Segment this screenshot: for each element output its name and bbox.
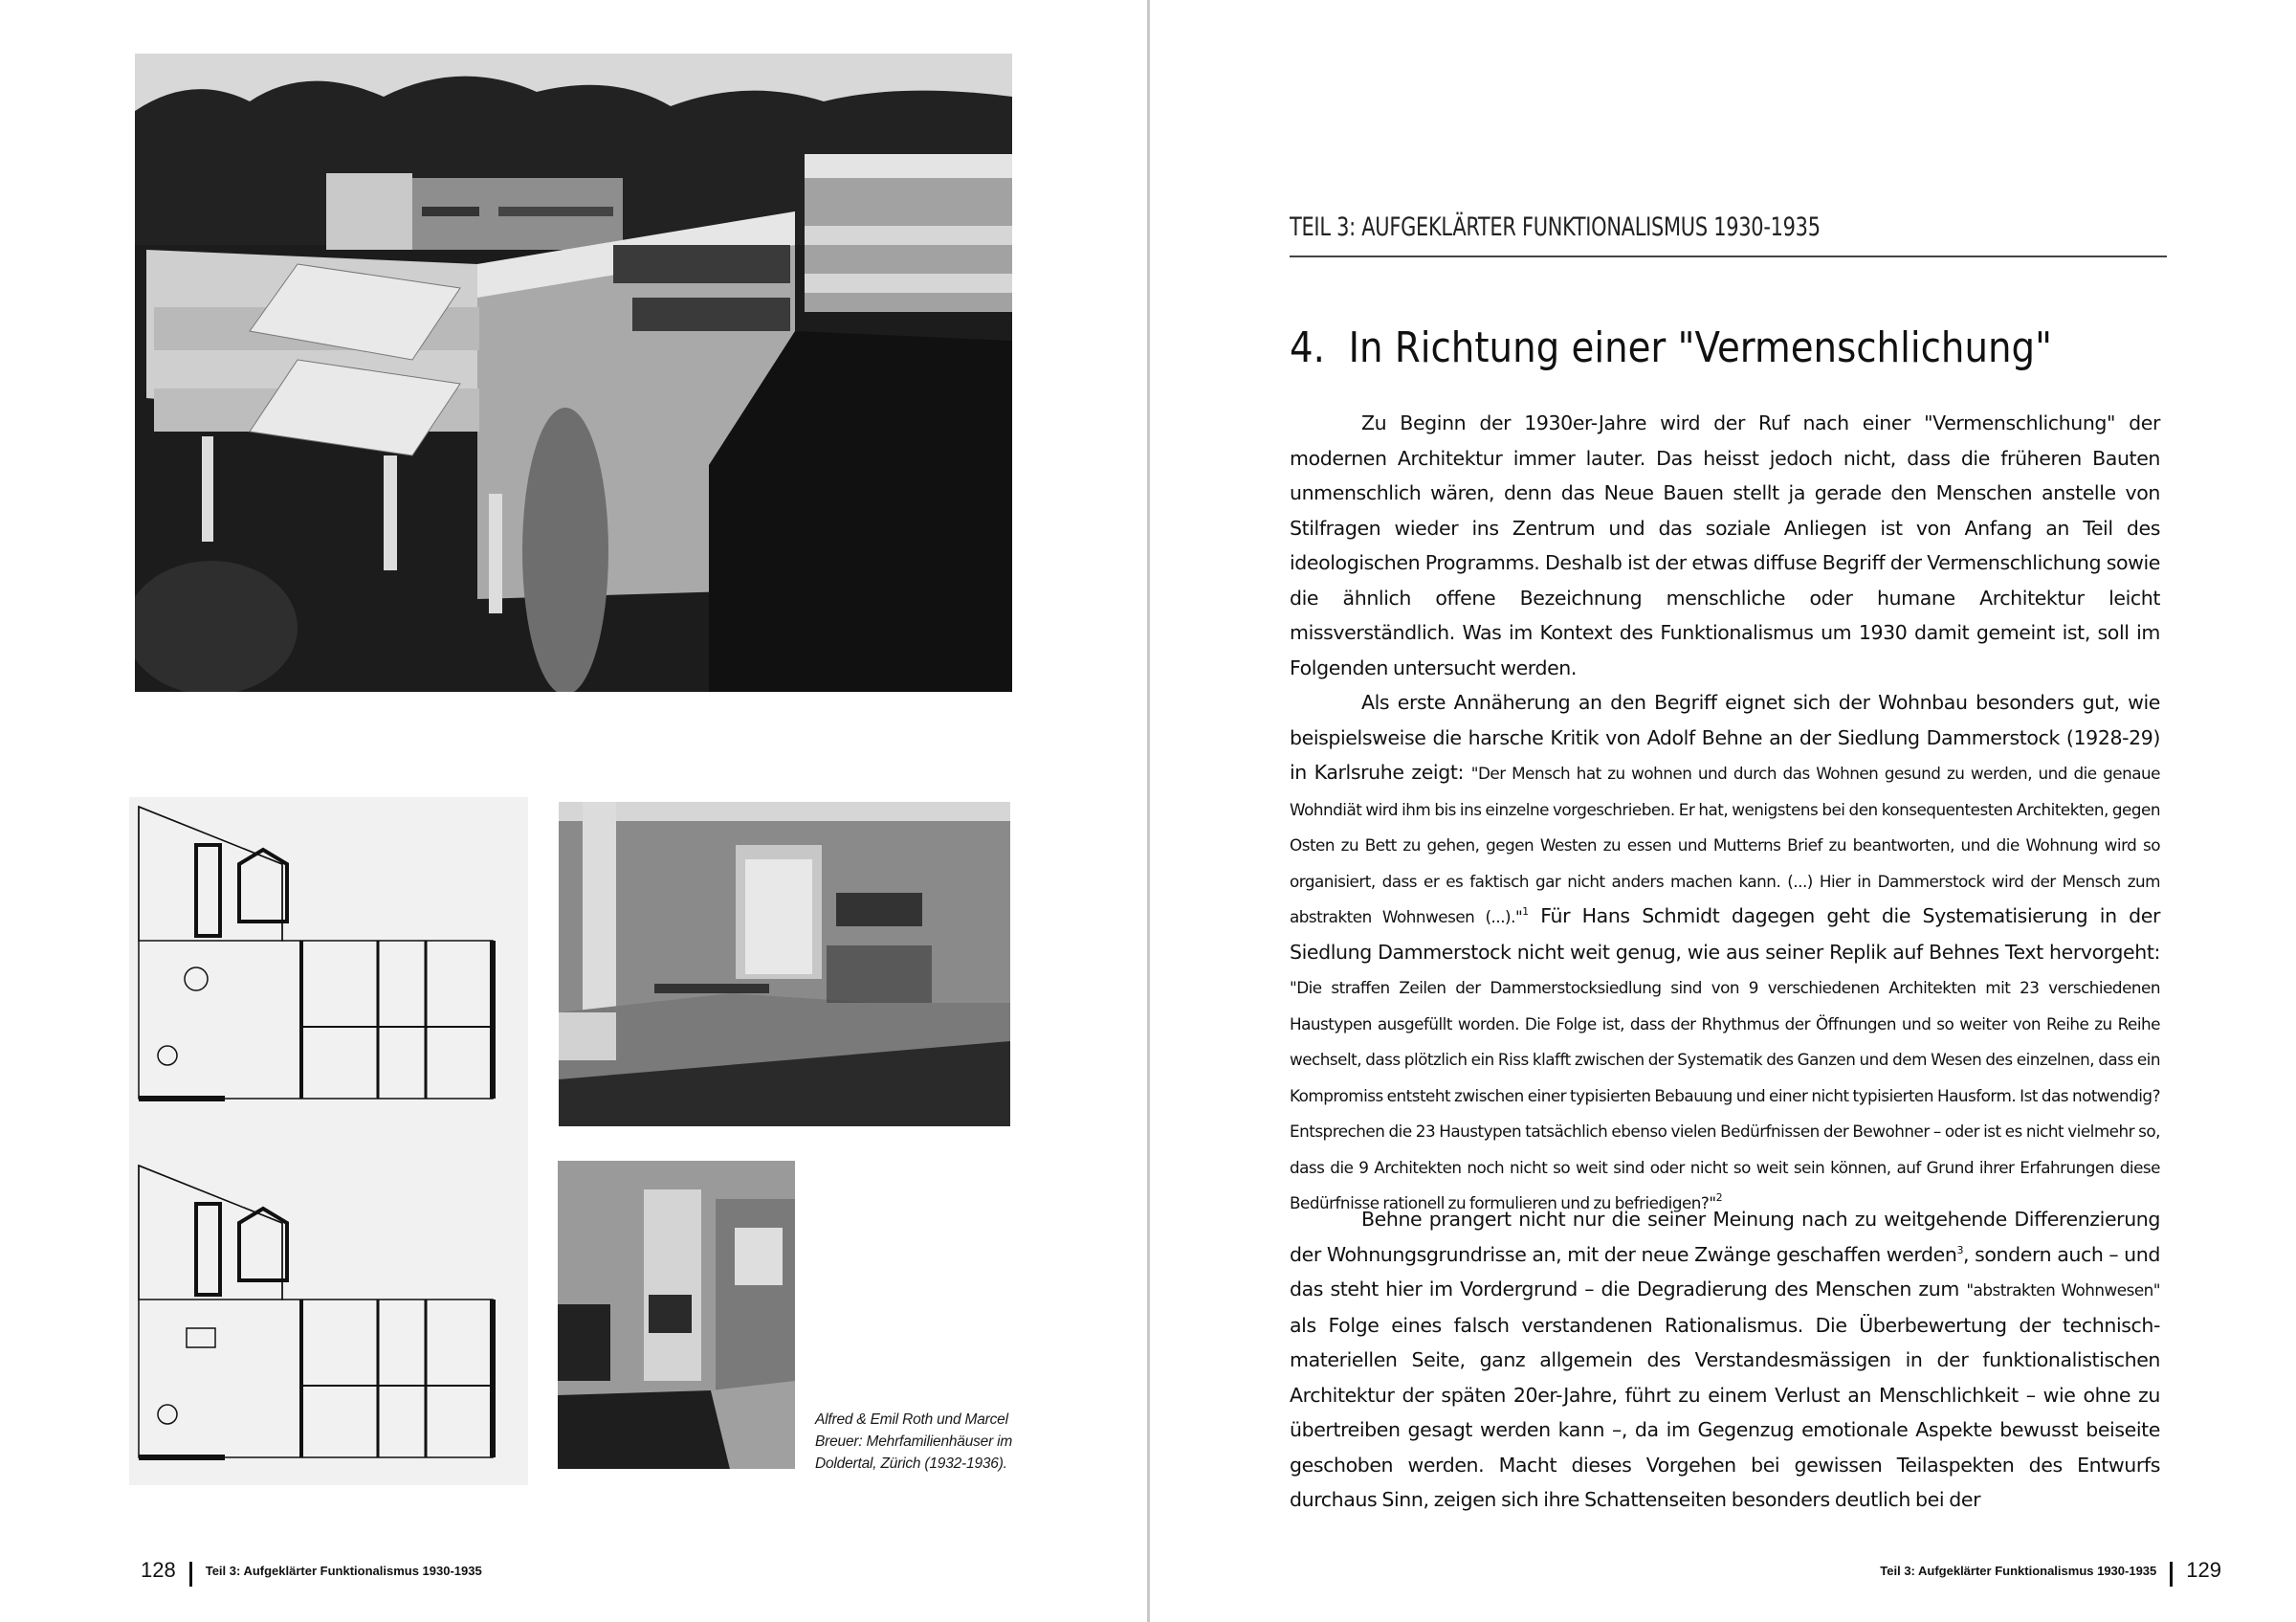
figure-caption xyxy=(815,1409,1026,1475)
paragraph-text: Zu Beginn der 1930er-Jahre wird der Ruf nach einer "Vermenschlichung" der modernen Architektur immer lauter. Das heisst jedoch nicht, dass die früheren Bauten unmenschlich wären, denn das Neue Bauen stellt ja gerade den Menschen anstelle von Stilfragen wieder ins Zentrum und das soziale Anliegen ist von Anfang an Teil des ideologischen Programms. Deshalb ist der etwas diffuse Begriff der Vermenschlichung sowie die ähnlich offene Bezeichnung menschliche oder humane Architektur leicht missverständlich. Was im Kontext des Funktionalismus um 1930 damit gemeint ist, soll im Folgenden untersucht werden. xyxy=(1290,411,2160,679)
chapter-title xyxy=(1290,323,2052,372)
chapter-title-text: In Richtung einer "Vermenschlichung" xyxy=(1348,323,2052,372)
paragraph-text xyxy=(1290,1202,2160,1518)
caption-line: Alfred & Emil Roth und Marcel xyxy=(815,1411,1008,1428)
paragraph-segment: als Folge eines falsch verstandenen Rationalismus. Die Überbewertung der technisch-materiellen Seite, ganz allgemein des Verstandesmässigen in der funktionalistischen Architektur der späten 20er-Jahre, führt zu einem Verlust an Menschlichkeit – wie ohne zu übertreiben gesagt werden kann –, da im Gegenzug emotionale Aspekte bewusst beiseite geschoben werden. Macht dieses Vorgehen bei gewissen Teilaspekten des Entwurfs durchaus Sinn, zeigen sich ihre Schattenseiten besonders deutlich bei der xyxy=(1290,1313,2160,1511)
exterior-building-photo xyxy=(135,54,1012,692)
footnote-ref[interactable]: 3 xyxy=(1956,1243,1964,1256)
paragraph-segment: , sondern auch – und das steht hier im Vordergrund – die Degradierung des Menschen zum xyxy=(1290,1242,2160,1300)
left-page-footer xyxy=(141,1558,482,1583)
right-page xyxy=(1150,0,2296,1622)
paragraph-intro: Als erste Annäherung an den Begriff eignet sich der Wohnbau besonders gut, wie beispielsweise die harsche Kritik von Adolf Behne an der Siedlung Dammerstock (1928-29) in Karlsruhe zeigt: xyxy=(1290,691,2160,784)
living-room-illustration xyxy=(559,802,1010,1126)
page-number: 128 xyxy=(141,1558,176,1582)
body-paragraph xyxy=(1290,406,2160,685)
paragraph-middle: Für Hans Schmidt dagegen geht die Systematisierung in der Siedlung Dammerstock nicht weit genug, wie aus seiner Replik auf Behnes Text hervorgeht: xyxy=(1290,904,2161,964)
footer-divider xyxy=(189,1562,192,1587)
chapter-number: 4. xyxy=(1290,323,1325,372)
running-footer: Teil 3: Aufgeklärter Funktionalismus 1930-1935 xyxy=(205,1563,482,1578)
caption-line: Breuer: Mehrfamilienhäuser im xyxy=(815,1433,1013,1450)
floor-plans-drawing xyxy=(129,797,528,1485)
footer-divider xyxy=(2170,1562,2173,1587)
behne-quote: "Der Mensch hat zu wohnen und durch das Wohnen gesund zu werden, und die genaue Wohndiät wird ihm bis ins einzelne vorgeschrieben. Er hat, wenigstens bei den konsequentesten Architekten, gegen Osten zu Bett zu gehen, gegen Westen zu essen und Mutterns Brief zu beantworten, und die Wohnung wird so organisiert, dass er es faktisch gar nicht anders machen kann. (...) Hier in Dammerstock wird der Mensch zum abstrakten Wohnwesen (...)." xyxy=(1290,764,2160,926)
schmidt-quote: "Die straffen Zeilen der Dammerstocksiedlung sind von 9 verschiedenen Architekten mit 23 verschiedenen Haustypen ausgefüllt worden. Die Folge ist, dass der Rhythmus der Öffnungen und so weiter von Reihe zu Reihe wechselt, dass plötzlich ein Riss klafft zwischen der Systematik des Ganzen und dem Wesen des einzelnen, dass ein Kompromiss entsteht zwischen einer typisierten Bebauung und einer nicht typisierten Hausform. Ist das notwendig? Entsprechen die 23 Haustypen tatsächlich ebenso vielen Bedürfnissen der Bewohner – oder ist es nicht vielmehr so, dass die 9 Architekten noch nicht so weit sind oder nicht so weit sein können, auf Grund ihrer Erfahrungen diese Bedürfnisse rationell zu formulieren und zu befriedigen?" xyxy=(1290,978,2160,1212)
exterior-photo-illustration xyxy=(135,54,1012,692)
page-number: 129 xyxy=(2186,1558,2221,1582)
running-head-rule xyxy=(1290,256,2167,257)
inline-quote: "abstrakten Wohnwesen" xyxy=(1966,1280,2160,1300)
paragraph-segment: Behne prangert nicht nur die seiner Meinung nach zu weitgehende Differenzierung der Wohnungsgrundrisse an, mit der neue Zwänge geschaffen werden xyxy=(1290,1208,2160,1266)
body-paragraph xyxy=(1290,685,2160,1221)
body-paragraph xyxy=(1290,1202,2160,1518)
caption-line: Doldertal, Zürich (1932-1936). xyxy=(815,1455,1007,1472)
running-head: TEIL 3: AUFGEKLÄRTER FUNKTIONALISMUS 1930-1935 xyxy=(1290,212,1821,242)
footnote-ref[interactable]: 1 xyxy=(1522,905,1529,919)
running-footer: Teil 3: Aufgeklärter Funktionalismus 1930-1935 xyxy=(1880,1563,2157,1578)
fireplace-illustration xyxy=(558,1161,795,1469)
paragraph-text xyxy=(1290,685,2160,1221)
fireplace-photo xyxy=(558,1161,795,1469)
living-room-photo xyxy=(559,802,1010,1126)
floor-plan-illustration xyxy=(129,797,528,1485)
footnote-ref[interactable]: 2 xyxy=(1715,1191,1723,1205)
right-page-footer xyxy=(1880,1558,2221,1583)
